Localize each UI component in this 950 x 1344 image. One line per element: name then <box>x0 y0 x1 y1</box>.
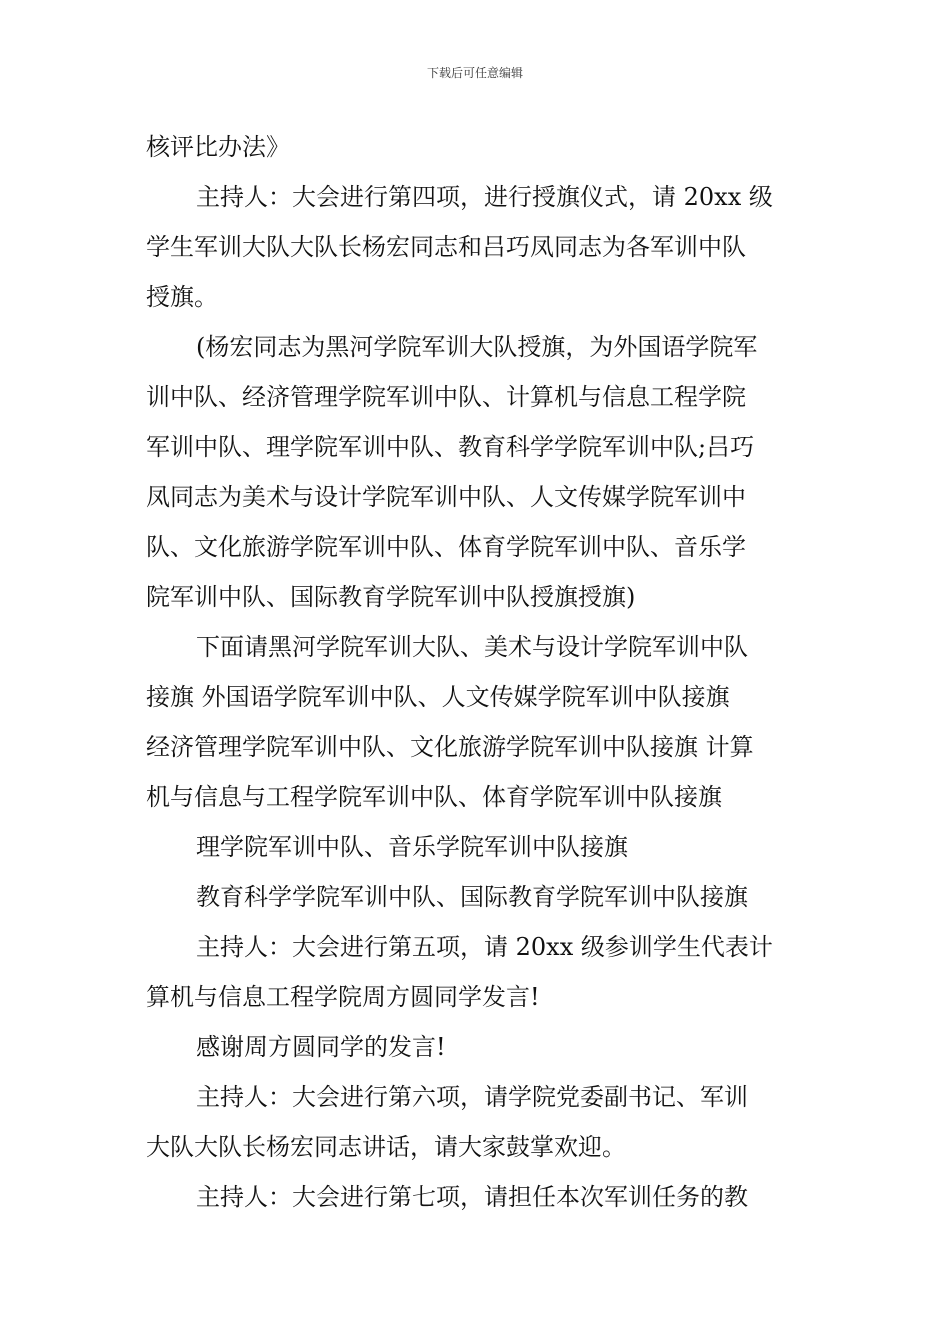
text-line: (杨宏同志为黑河学院军训大队授旗，为外国语学院军 <box>196 333 758 361</box>
text-line: 接旗 外国语学院军训中队、人文传媒学院军训中队接旗 <box>146 683 730 711</box>
text-line: 凤同志为美术与设计学院军训中队、人文传媒学院军训中 <box>146 483 746 511</box>
text-line: 理学院军训中队、音乐学院军训中队接旗 <box>196 833 628 861</box>
text-line: 经济管理学院军训中队、文化旅游学院军训中队接旗 计算 <box>146 733 754 761</box>
text-line: 主持人：大会进行第四项，进行授旗仪式，请 20xx 级 <box>196 183 773 211</box>
document-body <box>146 122 808 1222</box>
text-line: 军训中队、理学院军训中队、教育科学学院军训中队;吕巧 <box>146 433 755 461</box>
text-line: 大队大队长杨宏同志讲话，请大家鼓掌欢迎。 <box>146 1133 626 1161</box>
text-line: 算机与信息工程学院周方圆同学发言! <box>146 983 540 1011</box>
text-line: 院军训中队、国际教育学院军训中队授旗授旗) <box>146 583 636 611</box>
text-line: 主持人：大会进行第七项，请担任本次军训任务的教 <box>196 1183 748 1211</box>
text-line: 教育科学学院军训中队、国际教育学院军训中队接旗 <box>196 883 748 911</box>
text-line: 感谢周方圆同学的发言! <box>196 1033 446 1061</box>
page-header: 下载后可任意编辑 <box>426 66 523 80</box>
text-line: 学生军训大队大队长杨宏同志和吕巧凤同志为各军训中队 <box>146 233 746 261</box>
text-line: 队、文化旅游学院军训中队、体育学院军训中队、音乐学 <box>146 533 746 561</box>
text-line: 主持人：大会进行第六项，请学院党委副书记、军训 <box>196 1083 748 1111</box>
text-line: 训中队、经济管理学院军训中队、计算机与信息工程学院 <box>146 383 746 411</box>
text-line: 主持人：大会进行第五项，请 20xx 级参训学生代表计 <box>196 933 773 961</box>
text-line: 机与信息与工程学院军训中队、体育学院军训中队接旗 <box>146 783 722 811</box>
text-line: 下面请黑河学院军训大队、美术与设计学院军训中队 <box>196 633 748 661</box>
text-line: 授旗。 <box>146 283 218 311</box>
text-line: 核评比办法》 <box>146 133 290 161</box>
